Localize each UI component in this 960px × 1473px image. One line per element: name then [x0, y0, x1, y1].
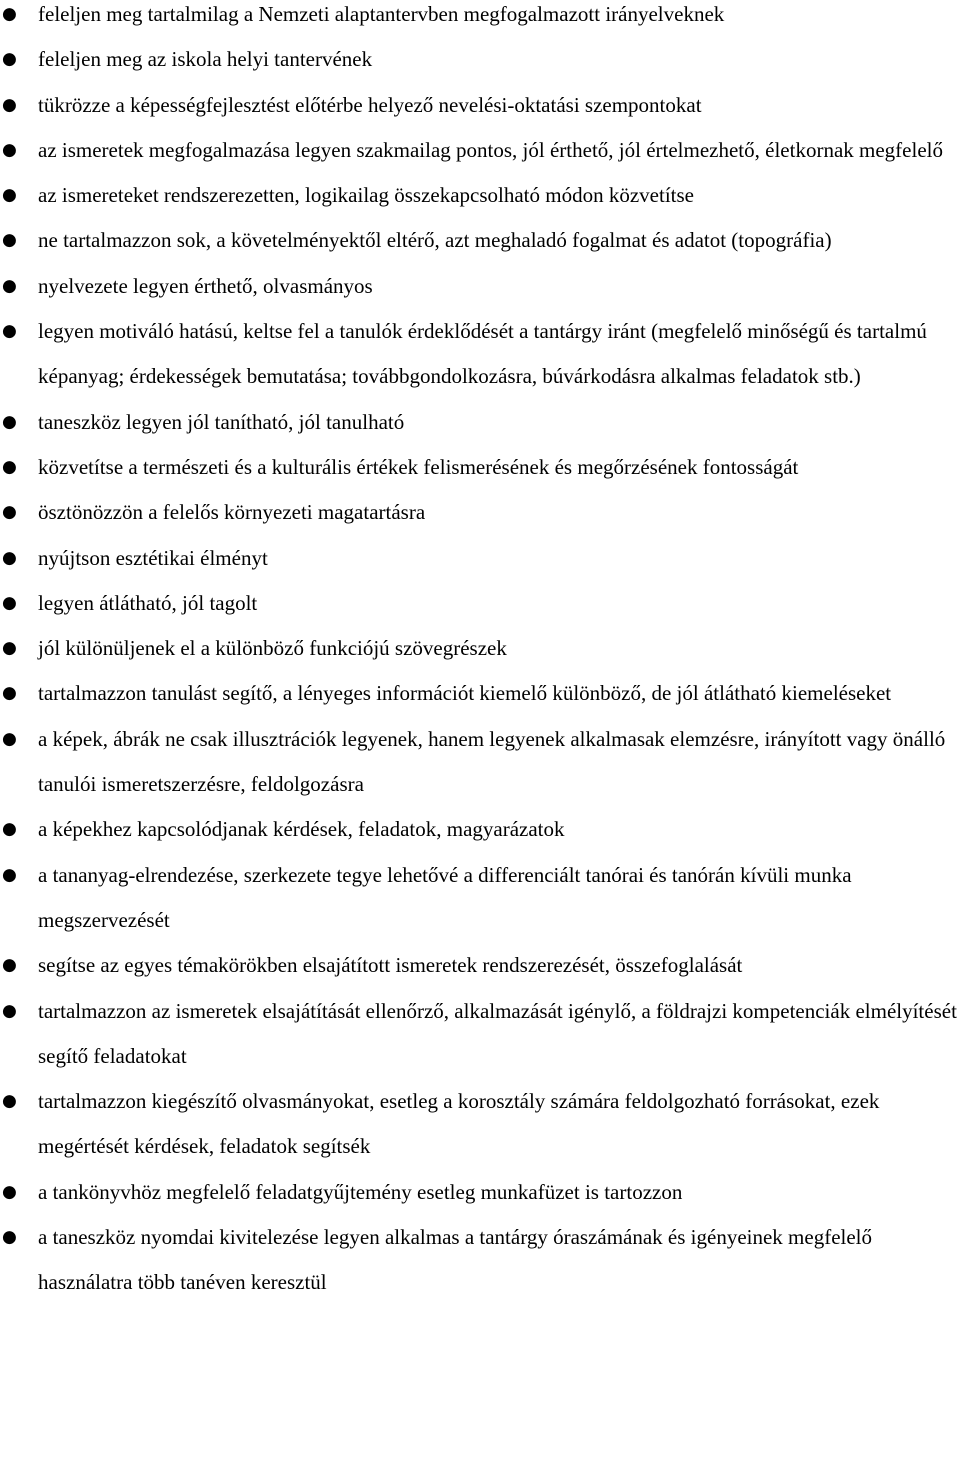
- bullet-icon: ●: [2, 139, 17, 160]
- bullet-icon: ●: [2, 683, 17, 704]
- list-item-text: legyen motiváló hatású, keltse fel a tanulók érdeklődését a tantárgy iránt (megfelelő minőségű és tartalmú képanyag; érdekességek bemutatása; továbbgondolkozásra, búvárkodásra alkalmas feladatok stb.): [38, 319, 927, 389]
- list-item: [0, 717, 960, 808]
- list-item: [0, 128, 960, 173]
- list-item: [0, 807, 960, 852]
- bullet-icon: ●: [2, 411, 17, 432]
- bullet-icon: ●: [2, 1227, 17, 1248]
- list-item-text: a képek, ábrák ne csak illusztrációk legyenek, hanem legyenek alkalmasak elemzésre, irányított vagy önálló tanulói ismeretszerzésre, feldolgozásra: [38, 726, 946, 797]
- list-item: [0, 173, 960, 218]
- bullet-icon: ●: [2, 230, 17, 251]
- bullet-icon: ●: [2, 94, 17, 115]
- list-item: [0, 264, 960, 309]
- list-item-text: legyen átlátható, jól tagolt: [38, 590, 258, 615]
- list-item: [0, 445, 960, 490]
- bullet-icon: ●: [2, 864, 17, 885]
- bullet-icon: ●: [2, 321, 17, 342]
- list-item: [0, 671, 960, 716]
- list-item-text: az ismereteket rendszerezetten, logikailag összekapcsolható módon közvetítse: [38, 183, 694, 208]
- list-item-text: tükrözze a képességfejlesztést előtérbe helyező nevelési-oktatási szempontokat: [38, 92, 702, 117]
- list-item: [0, 1215, 960, 1306]
- list-item-text: taneszköz legyen jól tanítható, jól tanulható: [38, 409, 405, 434]
- list-item-text: feleljen meg az iskola helyi tantervének: [38, 47, 373, 72]
- list-item: [0, 490, 960, 535]
- bullet-icon: ●: [2, 1000, 17, 1021]
- list-item-text: segítse az egyes témakörökben elsajátított ismeretek rendszerezését, összefoglalását: [38, 953, 743, 978]
- list-item: [0, 309, 960, 400]
- bullet-icon: ●: [2, 4, 17, 24]
- list-item: [0, 0, 960, 37]
- list-item-text: jól különüljenek el a különböző funkciójú szövegrészek: [38, 636, 507, 661]
- list-item: [0, 37, 960, 82]
- bullet-icon: ●: [2, 728, 17, 749]
- list-item-text: a képekhez kapcsolódjanak kérdések, feladatok, magyarázatok: [38, 817, 565, 842]
- bullet-icon: ●: [2, 456, 17, 477]
- list-item-text: tartalmazzon kiegészítő olvasmányokat, esetleg a korosztály számára feldolgozható forrásokat, ezek megértését kérdések, feladatok segítsék: [38, 1089, 880, 1159]
- list-item: [0, 83, 960, 128]
- bullet-icon: ●: [2, 819, 17, 840]
- bullet-icon: ●: [2, 638, 17, 659]
- list-item-text: ösztönözzön a felelős környezeti magatartásra: [38, 500, 426, 525]
- list-item: [0, 400, 960, 445]
- list-item-text: feleljen meg tartalmilag a Nemzeti alaptantervben megfogalmazott irányelveknek: [38, 2, 725, 26]
- bullet-icon: ●: [2, 502, 17, 523]
- list-item: [0, 1170, 960, 1215]
- list-item-text: közvetítse a természeti és a kulturális értékek felismerésének és megőrzésének fontosságát: [38, 454, 799, 479]
- bullet-icon: ●: [2, 275, 17, 296]
- list-item-text: a tankönyvhöz megfelelő feladatgyűjtemény esetleg munkafüzet is tartozzon: [38, 1179, 683, 1204]
- list-item: [0, 853, 960, 944]
- bullet-icon: ●: [2, 1091, 17, 1112]
- list-item: [0, 581, 960, 626]
- bullet-icon: ●: [2, 955, 17, 976]
- bullet-icon: ●: [2, 592, 17, 613]
- bullet-icon: ●: [2, 1181, 17, 1202]
- list-item: [0, 626, 960, 671]
- list-item: [0, 218, 960, 263]
- list-item-text: a tananyag-elrendezése, szerkezete tegye lehetővé a differenciált tanórai és tanórán kívüli munka megszervezését: [38, 862, 852, 932]
- bullet-icon: ●: [2, 49, 17, 70]
- bullet-icon: ●: [2, 547, 17, 568]
- bullet-icon: ●: [2, 185, 17, 206]
- list-item-text: tartalmazzon tanulást segítő, a lényeges információt kiemelő különböző, de jól átlátható kiemeléseket: [38, 681, 892, 706]
- list-item-text: nyújtson esztétikai élményt: [38, 545, 268, 570]
- list-item-text: a taneszköz nyomdai kivitelezése legyen alkalmas a tantárgy óraszámának és igényeinek megfelelő használatra több tanéven keresztül: [38, 1225, 873, 1295]
- list-item-text: nyelvezete legyen érthető, olvasmányos: [38, 273, 373, 298]
- list-item: [0, 989, 960, 1080]
- list-item-text: tartalmazzon az ismeretek elsajátítását ellenőrző, alkalmazását igénylő, a földrajzi kompetenciák elmélyítését segítő feladatokat: [38, 998, 957, 1068]
- list-item: [0, 536, 960, 581]
- list-item-text: az ismeretek megfogalmazása legyen szakmailag pontos, jól érthető, jól értelmezhető, életkornak megfelelő: [38, 137, 943, 162]
- list-item-text: ne tartalmazzon sok, a követelményektől eltérő, azt meghaladó fogalmat és adatot (topográfia): [38, 228, 832, 253]
- list-item: [0, 943, 960, 988]
- list-item: [0, 1079, 960, 1170]
